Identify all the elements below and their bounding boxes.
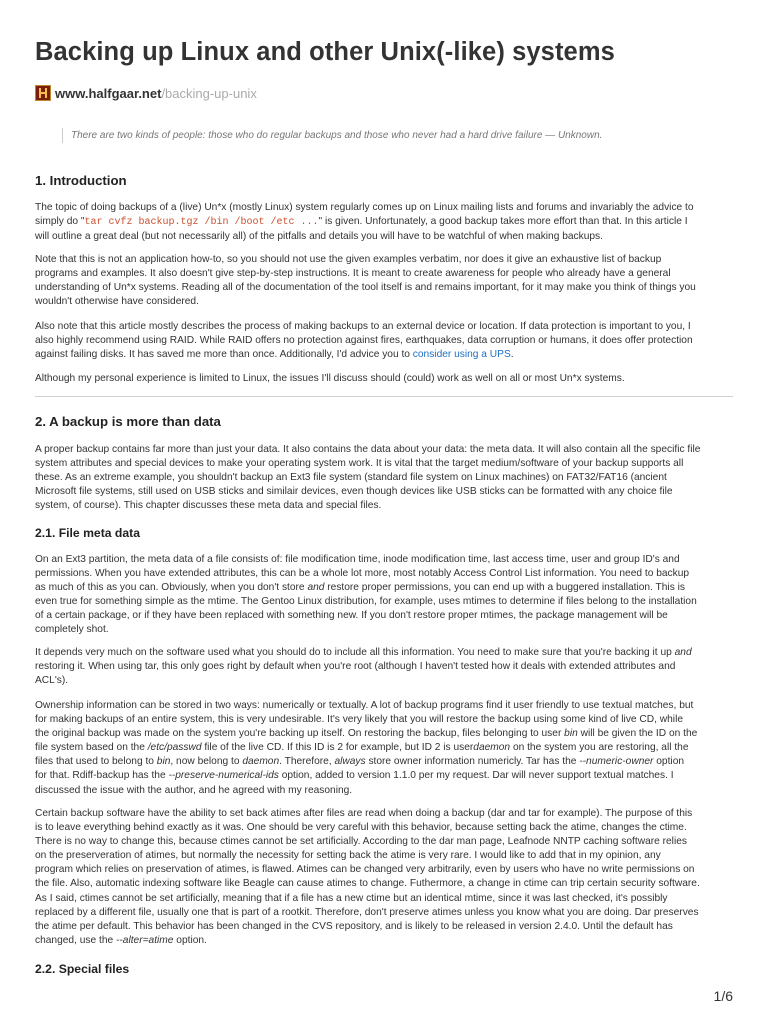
text-line: As I said, ctimes cannot be set artificially, meaning that if a file has a new ctime but an identical mtime, since it was last checked, it's possibly [35,892,668,904]
text-line: for that. Rdiff-backup has the --preserve-numerical-ids option, added to version 1.1.0 per my request. Dar will never support textual matches. I [35,770,674,782]
text-line: Ownership information can be stored in two ways: numerically or textually. A lot of backup programs find it user friendly to use textual matches, but [35,700,694,711]
intro-paragraph-1 [35,201,733,244]
text-line: restoring it. When using tar, this only goes right by default when you're root (although I haven't tested how it deals with extended attributes and [35,661,676,673]
source-path[interactable]: /backing-up-unix [161,85,257,101]
text-line: files that used to belong to bin, now belong to daemon. Therefore, always store owner information numericly. Tar has the --numeric-owner option [35,756,685,768]
text-line: discussed the issue with the author, and he agreed with my reasoning. [35,784,353,796]
text-line: completely shot. [35,624,109,636]
text-line: for making backups of an entire system, this is very undesirable. It's very likely that you will restore the backup using some kind of live CD, while [35,714,684,726]
meta-paragraph-1 [35,553,733,638]
inline-code: tar cvfz backup.tgz /bin /boot /etc ... [84,217,319,229]
text-line: even true for something simple as the mtime. The Gentoo Linux distribution, for example, uses mtimes to determine if files belong to the installation [35,596,697,608]
text-line: as much of this as you can. Obviously, when you don't store and restore proper permissions, you can end up with a buggered installation. This is [35,582,685,594]
meta-paragraph-2 [35,646,733,688]
section-heading: 2. A backup is more than data [35,414,221,429]
intro-paragraph-2 [35,253,733,309]
text-line: A proper backup contains far more than just your data. It also contains the data about your data: the meta data. It will also contain all the specific file [35,444,701,455]
section-special-files [35,962,733,976]
text-line: There is no way to change this, because ctimes cannot be set artificially. According to the dar man page, Leafnode NNTP caching software relies [35,836,687,848]
subsection-heading: 2.2. Special files [35,962,130,976]
epigraph-quote: There are two kinds of people: those who do regular backups and those who never had a hard drive failure — Unknown. [62,128,602,143]
page-title: Backing up Linux and other Unix(-like) systems [35,38,615,66]
text-line: the file. Also, automatic indexing software like Beagle can cause atimes to change. Futhermore, a change in ctime can trip certain security software. [35,878,700,890]
section-file-meta-data [35,526,733,540]
page-number: 1/6 [713,988,733,1004]
text-line: Note that this is not an application how-to, so you should not use the given examples verbatim, nor does it give an exhaustive list of backup [35,254,662,265]
text-line: It depends very much on the software used what you should do to include all this information. You need to make sure that you're backing it up and [35,647,692,658]
text-line: these. As an extreme example, you shouldn't backup an Ext3 file system (standard file system on Linux machines) on FAT32/FAT16 (ancient [35,472,667,484]
text-line: wouldn't otherwise have considered. [35,296,199,308]
text-line: program which relies on preservation of atimes, is flawed. Atimes can be changed very arbitrarily, even by users who have no write permissions on [35,864,695,876]
intro-paragraph-3 [35,320,733,362]
subsection-heading: 2.1. File meta data [35,526,140,540]
section-divider [35,396,733,397]
text-line: system attributes and special devices to make your operating system work. It is vital that the target medium/software of your backup supports all [35,458,684,470]
source-line [35,84,257,102]
text-line: simply do "tar cvfz backup.tgz /bin /boot /etc ..." is given. Unfortunately, a good backup takes more effort than that. In this article I [35,216,688,229]
text-line: against failing disks. It has saved me more than once. Additionally, I'd advice you to consider using a UPS. [35,349,514,361]
text-line: the atime per default. This behavior has been changed in the CVS repository, and is likely to be released in version 2.4.0. Until the default has [35,920,673,932]
text-line: The topic of doing backups of a (live) Un*x (mostly Linux) system regularly comes up on Linux mailing lists and forums and invariably the advice to [35,202,694,213]
text-line: changed, use the --alter=atime option. [35,934,207,946]
text-line: On an Ext3 partition, the meta data of a file consists of: file modification time, inode modification time, last access time, user and group ID's and [35,554,680,565]
text-line: will outline a great deal (but not necessarily all) of the pitfalls and details you will have to be watchful of when making backups. [35,231,603,243]
text-line: Microsoft file systems, still used on USB sticks and similair devices, even though devices like USB sticks can be formatted with any choice file [35,486,673,498]
backup-paragraph-1 [35,443,733,513]
text-line: is to leave everything behind exactly as it was. One should be very careful with this behavior, because setting back the atime, changes the ctime. [35,822,687,834]
text-line: system, of course). This chapter discusses these meta data and special files. [35,500,382,512]
text-line: of a certain package, or if they have been replaced with something new. If you don't restore proper mtimes, the package management will be [35,610,668,622]
meta-paragraph-4 [35,807,733,948]
halfgaar-logo-icon [35,85,51,101]
section-introduction [35,173,733,188]
ups-link[interactable]: consider using a UPS [412,349,511,361]
text-line: Although my personal experience is limited to Linux, the issues I'll discuss should (could) work as well on all or most Un*x systems. [35,373,625,384]
text-line: replaced by a different file, usually one that is part of a rootkit. Therefore, don't preserve atimes unless you know what you are doing. Dar preserves [35,906,699,918]
section-backup [35,414,733,429]
text-line: permissions. When you have extended attributes, this can be a whole lot more, most notably Access Control List information. You need to backup [35,568,690,580]
text-line: on the preserveration of atimes, but normally the necessity for setting back the atime is very rare. I would like to add that in my opinion, any [35,850,661,862]
text-line: file system based on the /etc/passwd file of the live CD. If this ID is 2 for example, but ID 2 is userdaemon on the system you are restoring, all the [35,742,689,754]
intro-paragraph-4 [35,372,733,386]
text-line: Certain backup software have the ability to set back atimes after files are read when doing a backup (dar and tar for example). The purpose of this [35,808,693,819]
text-line: understanding of Un*x systems. Reading all of the documentation of the tool itself is and remains important, for it may make you think of things you [35,282,696,294]
section-heading: 1. Introduction [35,173,127,188]
text-line: Also note that this article mostly describes the process of making backups to an external device or location. If data protection is important to you, I [35,321,691,332]
text-line: also highly recommend using RAID. While RAID offers no protection against fires, earthquakes, data corruption or humans, it does offer protection [35,335,693,347]
text-line: programs and examples. It also doesn't give step-by-step instructions. It is meant to create awareness for people who already have a general [35,268,671,280]
source-domain[interactable]: www.halfgaar.net [55,85,162,101]
text-line: ACL's). [35,675,69,687]
text-line: the original backup was made on the system you're backing up itself. On restoring the backup, files belonging to user bin will be given the ID on the [35,728,698,740]
meta-paragraph-3 [35,699,733,798]
